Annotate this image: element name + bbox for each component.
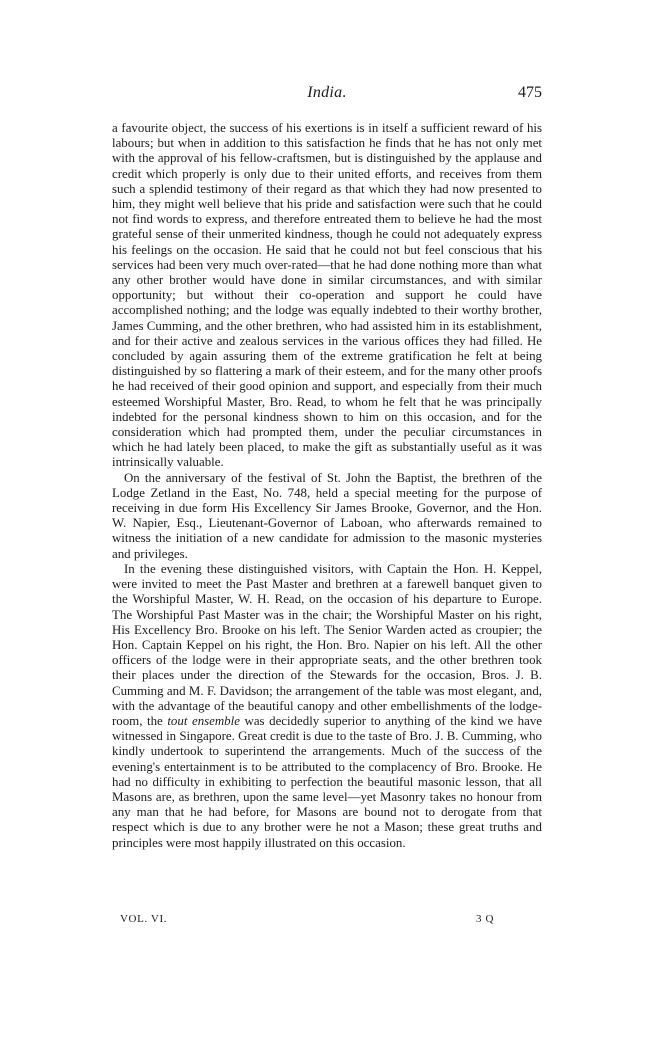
paragraph-text-continued: was decidedly superior to anything of the kind we have witnessed in Singapore. Great credit is due to the taste of Bro. J. B. Cumming, who kindly undertook to superintend the arrangements. Much of the success of the evening's entertainment is to be attributed to the complacency of Bro. Brooke. He had no difficulty in exhibiting to perfection the beautiful masonic lesson, that all Masons are, as brethren, upon the same level—yet Masonry takes no honour from any man that he had before, for Masons are bound not to derogate from that respect which is due to any brother were he not a Mason; these great truths and principles were most happily illustrated on this occasion.: [112, 713, 542, 850]
paragraph-text: On the anniversary of the festival of St. John the Baptist, the brethren of the Lodge Zetland in the East, No. 748, held a special meeting for the purpose of receiving in due form His Excellency Sir James Brooke, Governor, and the Hon. W. Napier, Esq., Lieutenant-Governor of Laboan, who afterwards remained to witness the initiation of a new candidate for admission to the masonic mysteries and privileges.: [112, 470, 542, 561]
body-text: [112, 121, 542, 851]
paragraph-text: a favourite object, the success of his exertions is in itself a sufficient reward of his labours; but when in addition to this satisfaction he finds that he has not only met with the approval of his fellow-craftsmen, but is distinguished by the applause and credit which properly is only due to their united efforts, and receives from them such a splendid testimony of their regard as that which they had now presented to him, they might well believe that his pride and satisfaction were such that he could not find words to express, and therefore entreated them to believe he had the most grateful sense of their unmerited kindness, though he could not adequately express his feelings on the occasion. He said that he could not but feel conscious that his services had been very much over-rated—that he had done nothing more than what any other brother would have done in similar circumstances, and with similar opportunity; but without their co-operation and support he could have accomplished nothing; and the lodge was equally indebted to their worthy brother, James Cumming, and the other brethren, who had assisted him in its establishment, and for their active and zealous services in the various offices they had filled. He concluded by again assuring them of the extreme gratification he felt at being distinguished by so flattering a mark of their esteem, and for the many other proofs he had received of their good opinion and support, and especially from their much esteemed Worshipful Master, Bro. Read, to whom he felt that he was principally indebted for the personal kindness shown to him on this occasion, and for the consideration which had prompted them, under the peculiar circumstances in which he had lately been placed, to make the gift as substantially useful as it was intrinsically valuable.: [112, 121, 542, 470]
signature-mark: 3 Q: [476, 913, 494, 925]
running-title: India.: [307, 84, 347, 101]
paragraph-text: In the evening these distinguished visitors, with Captain the Hon. H. Keppel, were invited to meet the Past Master and brethren at a farewell banquet given to the Worshipful Master, W. H. Read, on the occasion of his departure to Europe. The Worshipful Past Master was in the chair; the Worshipful Master on his right, His Excellency Bro. Brooke on his left. The Senior Warden acted as croupier; the Hon. Captain Keppel on his right, the Hon. Bro. Napier on his left. All the other officers of the lodge were in their appropriate seats, and the other brethren took their places under the direction of the Stewards for the occasion, Bros. J. B. Cumming and M. F. Davidson; the arrangement of the table was most elegant, and, with the advantage of the beautiful canopy and other embellishments of the lodge-room, the: [112, 561, 542, 728]
volume-label: VOL. VI.: [120, 913, 168, 925]
italic-phrase: tout ensemble: [167, 713, 240, 728]
paragraph-3: [112, 562, 542, 851]
paragraph-2: [112, 471, 542, 562]
page-header: [112, 84, 542, 106]
paragraph-1: [112, 121, 542, 471]
page-footer: [112, 913, 542, 929]
page-number: 475: [518, 84, 542, 101]
